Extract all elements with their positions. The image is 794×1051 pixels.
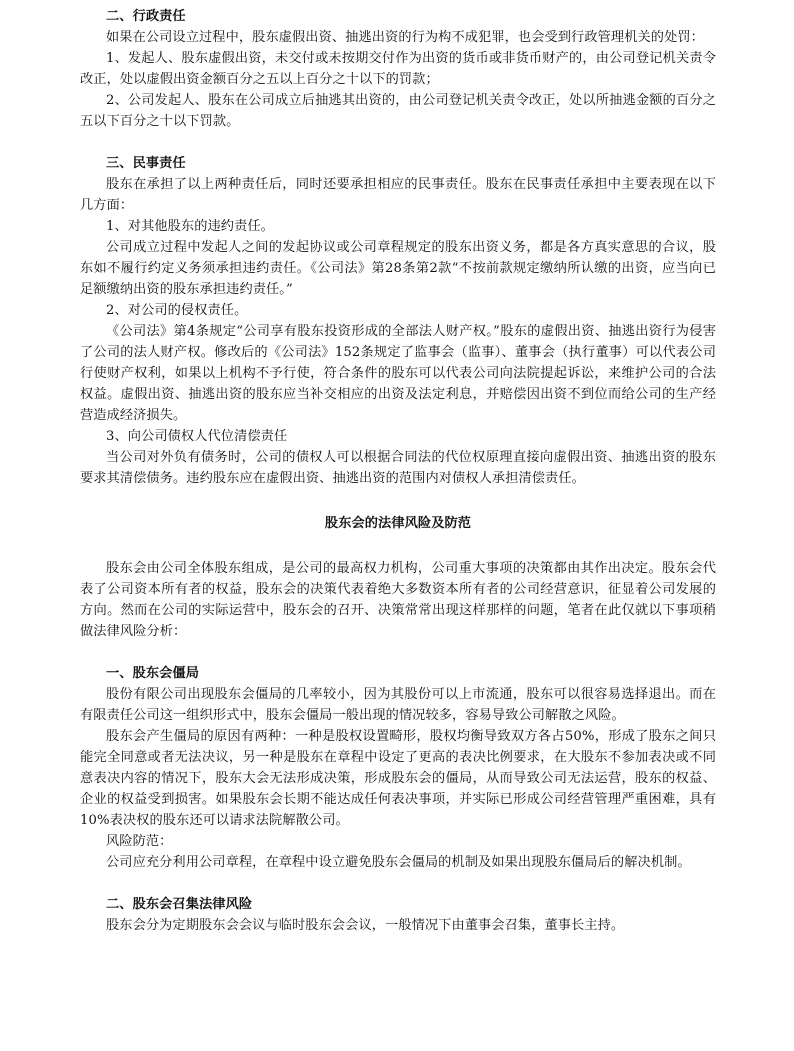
subheading: 1、对其他股东的违约责任。 xyxy=(106,219,274,234)
paragraph: 如果在公司设立过程中，股东虚假出资、抽逃出资的行为构不成犯罪，也会受到行政管理机关的处罚： xyxy=(106,30,704,45)
paragraph: 公司成立过程中发起人之间的发起协议或公司章程规定的股东出资义务，都是各方真实意思的合议，股东如不履行约定义务须承担违约责任。《公司法》第28条第2款“不按前款规定缴纳所认缴的出资，应当向已足额缴纳出资的股东承担违约责任。” xyxy=(80,240,716,297)
subheading: 3、向公司债权人代位清偿责任 xyxy=(106,429,288,444)
paragraph: 股东会由公司全体股东组成，是公司的最高权力机构，公司重大事项的决策都由其作出决定。股东会代表了公司资本所有者的权益，股东会的决策代表着绝大多数资本所有者的公司经营意识，征显着公司发展的方向。然而在公司的实际运营中，股东会的召开、决策常常出现这样那样的问题，笔者在此仅就以下事项稍做法律风险分析： xyxy=(80,561,716,639)
subheading: 2、对公司的侵权责任。 xyxy=(106,303,248,318)
paragraph: 公司应充分利用公司章程，在章程中设立避免股东会僵局的机制及如果出现股东僵局后的解决机制。 xyxy=(106,855,691,870)
paragraph: 股东会分为定期股东会会议与临时股东会会议，一般情况下由董事会召集，董事长主持。 xyxy=(106,918,625,933)
section-heading-admin: 二、行政责任 xyxy=(106,9,186,24)
subheading: 风险防范： xyxy=(106,834,173,849)
section-heading-convene: 二、股东会召集法律风险 xyxy=(106,897,253,912)
paragraph: 股东在承担了以上两种责任后，同时还要承担相应的民事责任。股东在民事责任承担中主要表现在以下几方面： xyxy=(80,177,716,213)
document-page xyxy=(80,6,716,936)
paragraph: 股东会产生僵局的原因有两种：一种是股权设置畸形，股权均衡导致双方各占50%，形成了股东之间只能完全同意或者无法决议，另一种是股东在章程中设定了更高的表决比例要求，在大股东不参加表决或不同意表决内容的情况下，股东大会无法形成决策，形成股东会的僵局，从而导致公司无法运营，股东的权益、企业的权益受到损害。如果股东会长期不能达成任何表决事项，并实际已形成公司经营管理严重困难，具有10%表决权的股东还可以请求法院解散公司。 xyxy=(80,729,716,828)
section-heading-deadlock: 一、股东会僵局 xyxy=(106,666,200,681)
paragraph: 股份有限公司出现股东会僵局的几率较小，因为其股份可以上市流通，股东可以很容易选择退出。而在有限责任公司这一组织形式中，股东会僵局一般出现的情况较多，容易导致公司解散之风险。 xyxy=(80,687,716,723)
article-title: 股东会的法律风险及防范 xyxy=(324,516,472,531)
list-item: 1、发起人、股东虚假出资，未交付或未按期交付作为出资的货币或非货币财产的，由公司登记机关责令改正，处以虚假出资金额百分之五以上百分之十以下的罚款； xyxy=(80,51,716,87)
section-heading-civil: 三、民事责任 xyxy=(106,156,186,171)
list-item: 2、公司发起人、股东在公司成立后抽逃其出资的，由公司登记机关责令改正，处以所抽逃金额的百分之五以下百分之十以下罚款。 xyxy=(80,93,716,129)
paragraph: 《公司法》第4条规定“公司享有股东投资形成的全部法人财产权。”股东的虚假出资、抽逃出资行为侵害了公司的法人财产权。修改后的《公司法》152条规定了监事会（监事）、董事会（执行董事）可以代表公司行使财产权利，如果以上机构不予行使，符合条件的股东可以代表公司向法院提起诉讼，来维护公司的合法权益。虚假出资、抽逃出资的股东应当补交相应的出资及法定利息，并赔偿因出资不到位而给公司的生产经营造成经济损失。 xyxy=(80,324,716,423)
paragraph: 当公司对外负有债务时，公司的债权人可以根据合同法的代位权原理直接向虚假出资、抽逃出资的股东要求其清偿债务。违约股东应在虚假出资、抽逃出资的范围内对债权人承担清偿责任。 xyxy=(80,450,716,486)
